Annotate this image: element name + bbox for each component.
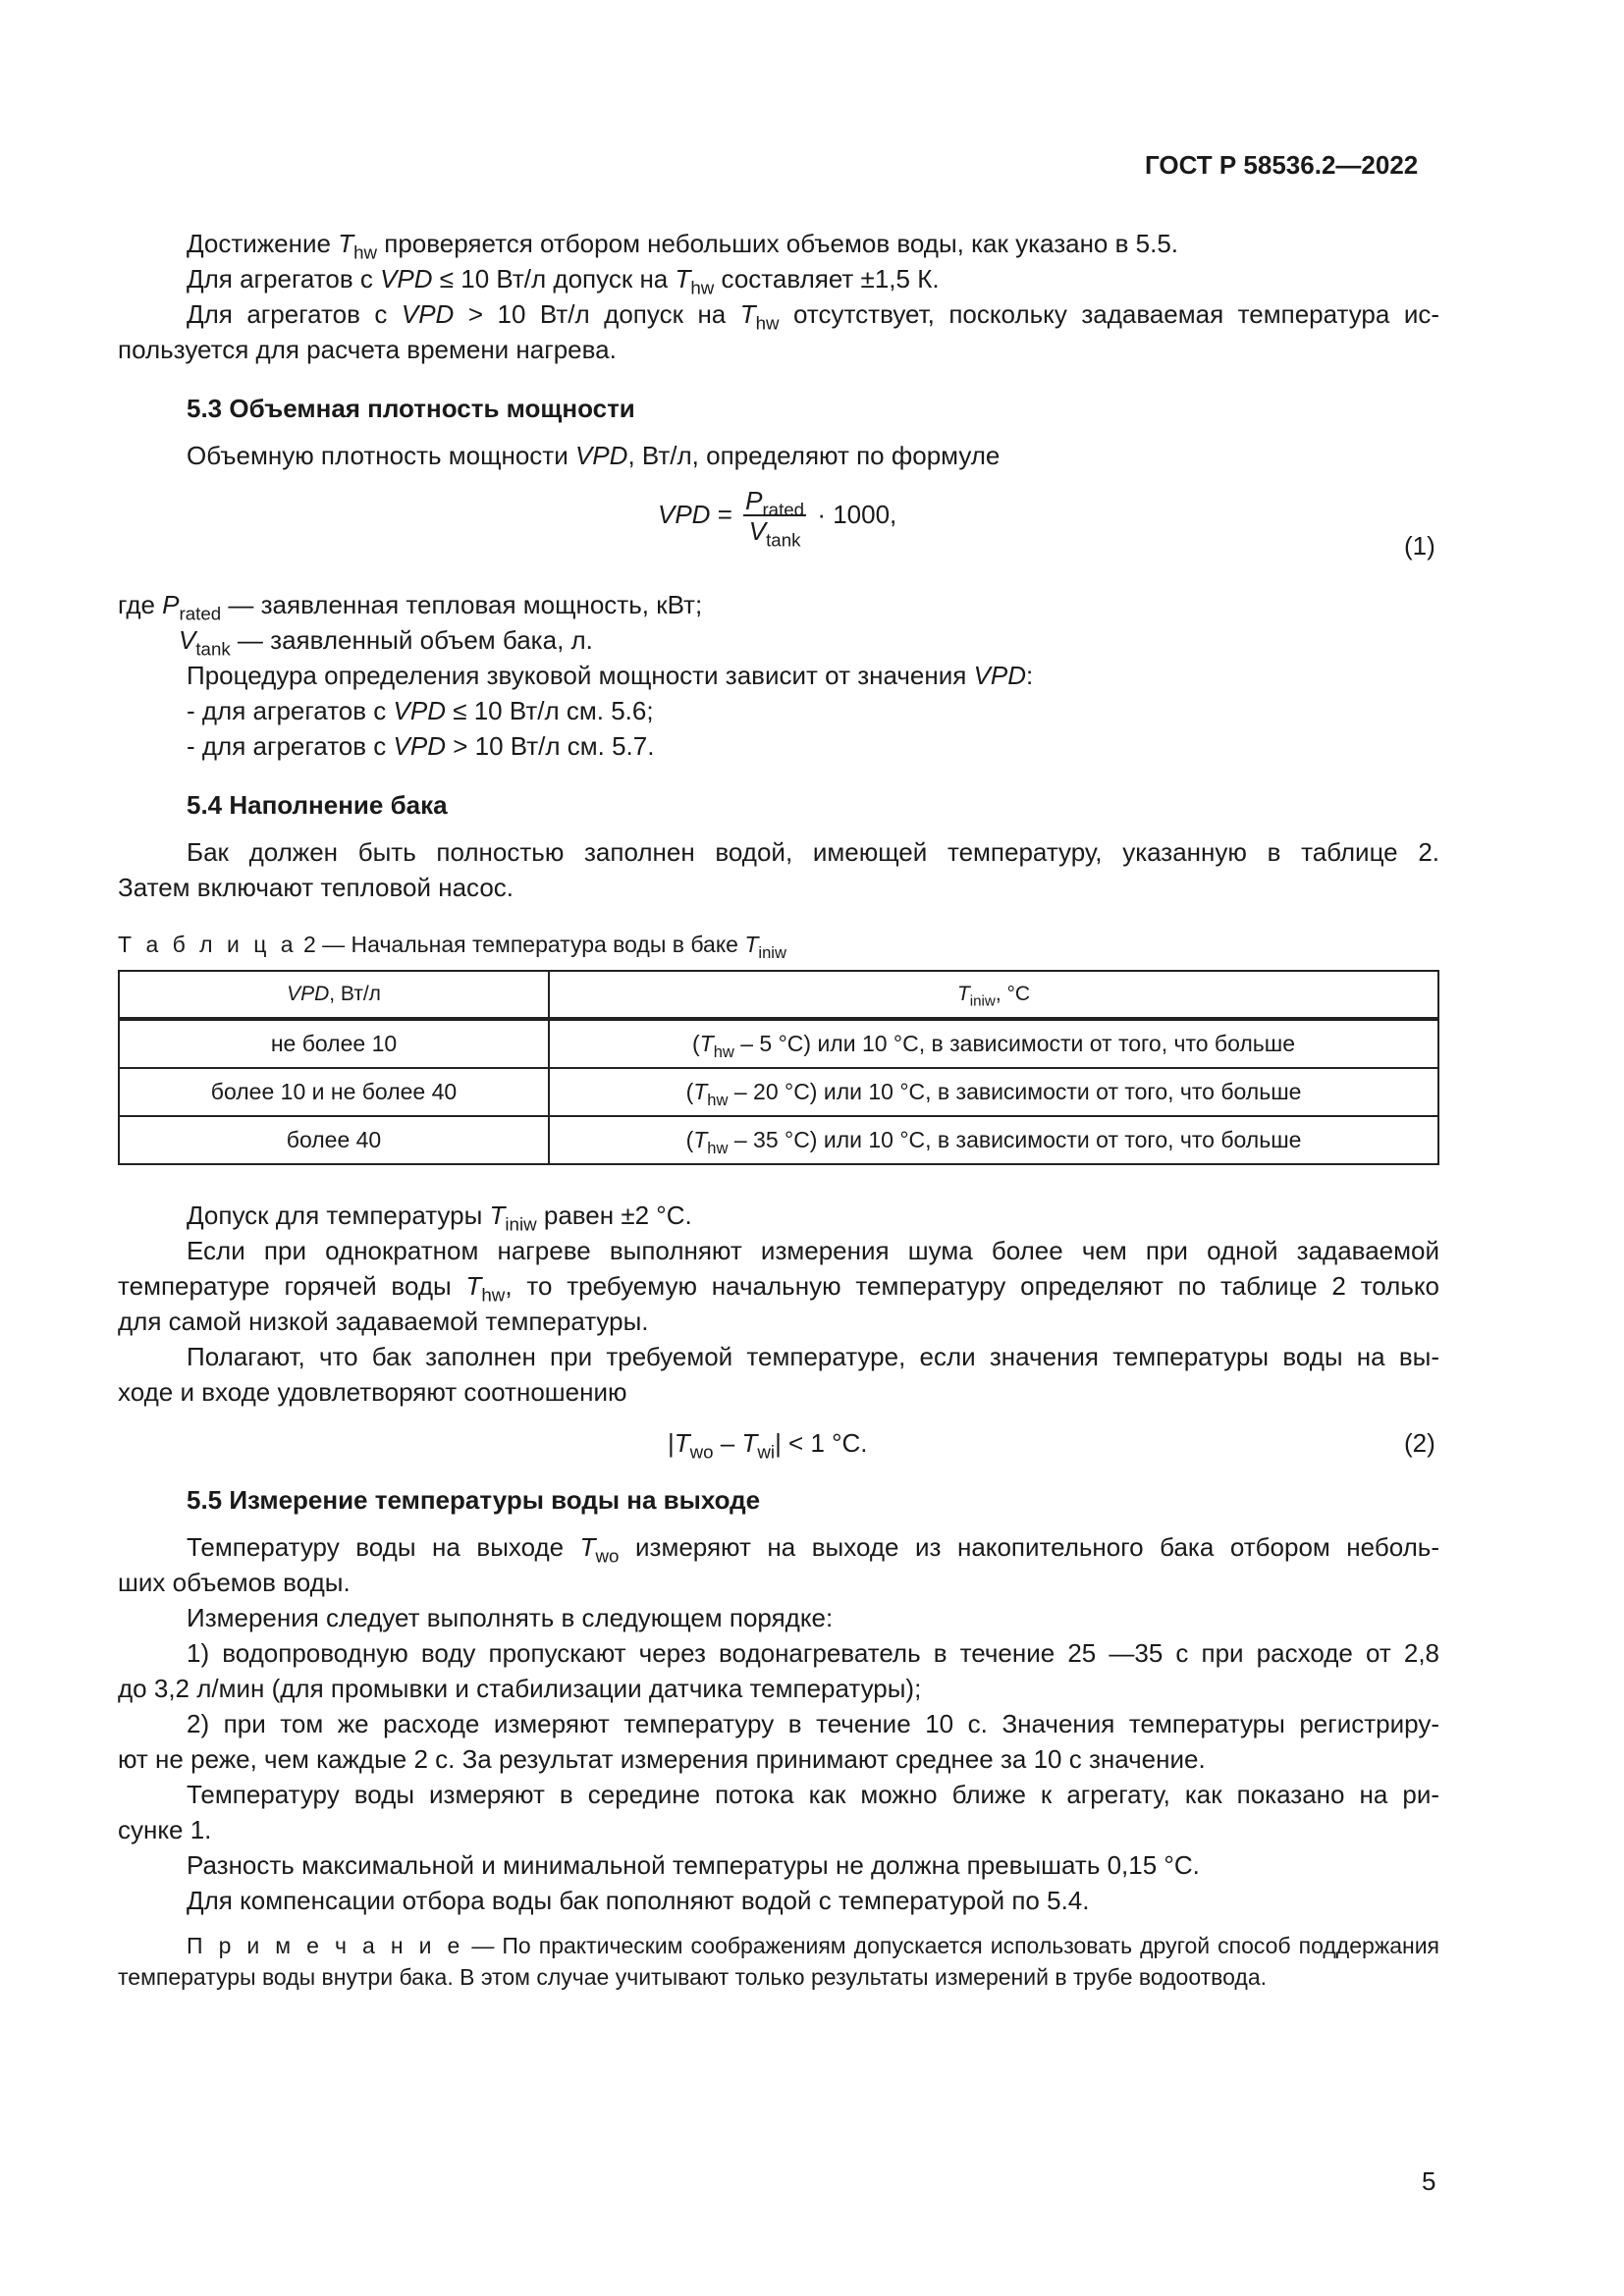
formula-number: (1) <box>1404 531 1435 561</box>
page-number: 5 <box>1422 2166 1436 2196</box>
note-continuation: температуры воды внутри бака. В этом случае учитывают только результаты измерений в трубе водоотвода. <box>118 1964 1268 1990</box>
table-header-row <box>119 971 1438 1019</box>
paragraph-line: ших объемов воды. <box>118 1568 351 1597</box>
table-cell: не более 10 <box>119 1019 549 1068</box>
formula-number: (2) <box>1404 1428 1435 1458</box>
section-heading-5-5: 5.5 Измерение температуры воды на выходе <box>187 1485 761 1515</box>
table-cell: ($T_{hw} - 5$ °C) или 10 °C, в зависимости от того, что больше <box>549 1019 1438 1068</box>
paragraph-line: для самой низкой задаваемой температуры. <box>118 1307 649 1336</box>
paragraph-line: Разность максимальной и минимальной температуры не должна превышать 0,15 °C. <box>187 1850 1200 1880</box>
paragraph-line: Достижение $T_{hw}$ проверяется отбором небольших объемов воды, как указано в 5.5. <box>187 229 1179 263</box>
table-row <box>119 1068 1438 1116</box>
paragraph-line: Бак должен быть полностью заполнен водой, имеющей температуру, указанную в таблице 2. <box>187 837 1439 867</box>
paragraph-line: Объемную плотность мощности VPD, Вт/л, определяют по формуле <box>187 441 1001 470</box>
paragraph-line: температуре горячей воды $T_{hw}$, то требуемую начальную температуру определяют по таблице 2 только <box>118 1271 1439 1306</box>
paragraph-line: Если при однократном нагреве выполняют измерения шума более чем при одной задаваемой <box>187 1236 1439 1265</box>
note: П р и м е ч а н и е — По практическим соображениям допускается использовать другой способ поддержания <box>187 1933 1439 1958</box>
column-header-tiniw: $T_{iniw}$, °C <box>549 971 1438 1019</box>
formula-2: $|T_{wo} - T_{wi}| < 1$ °C. <box>668 1428 868 1463</box>
list-item: 2) при том же расходе измеряют температуру в течение 10 с. Значения температуры регистриру- <box>187 1709 1439 1738</box>
paragraph-line: Температуру воды измеряют в середине потока как можно ближе к агрегату, как показано на ри- <box>187 1780 1439 1809</box>
paragraph-line: Процедура определения звуковой мощности зависит от значения VPD: <box>187 661 1034 690</box>
paragraph-line: Для компенсации отбора воды бак пополняют водой с температурой по 5.4. <box>187 1886 1090 1915</box>
paragraph-line: Допуск для температуры $T_{iniw}$ равен ±2 °C. <box>187 1201 692 1235</box>
column-header-vpd: VPD, Вт/л <box>119 971 549 1019</box>
paragraph-line: пользуется для расчета времени нагрева. <box>118 335 617 364</box>
formula-fraction: $\frac{P_{rated}}{V_{tank}}$ <box>745 486 805 551</box>
list-item: 1) водопроводную воду пропускают через водонагреватель в течение 25 —35 с при расходе от 2,8 <box>187 1638 1439 1668</box>
table-row <box>119 1019 1438 1068</box>
paragraph-line: Полагают, что бак заполнен при требуемой температуре, если значения температуры воды на вы- <box>187 1342 1439 1371</box>
list-item: ют не реже, чем каждые 2 с. За результат измерения принимают среднее за 10 с значение. <box>118 1744 1206 1774</box>
paragraph-line: сунке 1. <box>118 1815 212 1844</box>
table-initial-water-temperature <box>118 970 1439 1165</box>
section-heading-5-3: 5.3 Объемная плотность мощности <box>187 394 635 423</box>
paragraph-line: Измерения следует выполнять в следующем порядке: <box>187 1603 834 1632</box>
table-cell: ($T_{hw} - 20$ °C) или 10 °C, в зависимости от того, что больше <box>549 1068 1438 1116</box>
table-caption: Т а б л и ц а 2 — Начальная температура воды в баке $T_{iniw}$ <box>118 932 786 962</box>
paragraph-line: Для агрегатов с VPD > 10 Вт/л допуск на $T_{hw}$ отсутствует, поскольку задаваемая температура ис- <box>187 299 1439 334</box>
list-item: до 3,2 л/мин (для промывки и стабилизации датчика температуры); <box>118 1674 922 1703</box>
list-item: - для агрегатов с VPD ≤ 10 Вт/л см. 5.6; <box>187 696 654 725</box>
paragraph-line: ходе и входе удовлетворяют соотношению <box>118 1377 627 1407</box>
paragraph-line: Для агрегатов с VPD ≤ 10 Вт/л допуск на $T_{hw}$ составляет ±1,5 К. <box>187 264 940 298</box>
where-line: $V_{tank}$ — заявленный объем бака, л. <box>179 625 593 660</box>
paragraph-line: Температуру воды на выходе $T_{wo}$ измеряют на выходе из накопительного бака отбором неболь- <box>187 1532 1439 1567</box>
paragraph-line: Затем включают тепловой насос. <box>118 873 514 902</box>
table-cell: более 10 и не более 40 <box>119 1068 549 1116</box>
table-cell: ($T_{hw} - 35$ °C) или 10 °C, в зависимости от того, что больше <box>549 1116 1438 1164</box>
table-row <box>119 1116 1438 1164</box>
section-heading-5-4: 5.4 Наполнение бака <box>187 790 448 820</box>
formula-1: VPD = $\frac{P_{rated}}{V_{tank}}$ · 1000, <box>658 486 897 551</box>
table-cell: более 40 <box>119 1116 549 1164</box>
list-item: - для агрегатов с VPD > 10 Вт/л см. 5.7. <box>187 731 655 761</box>
where-line: где $P_{rated}$ — заявленная тепловая мощность, кВт; <box>118 590 703 624</box>
document-code: ГОСТ Р 58536.2—2022 <box>1145 150 1419 180</box>
